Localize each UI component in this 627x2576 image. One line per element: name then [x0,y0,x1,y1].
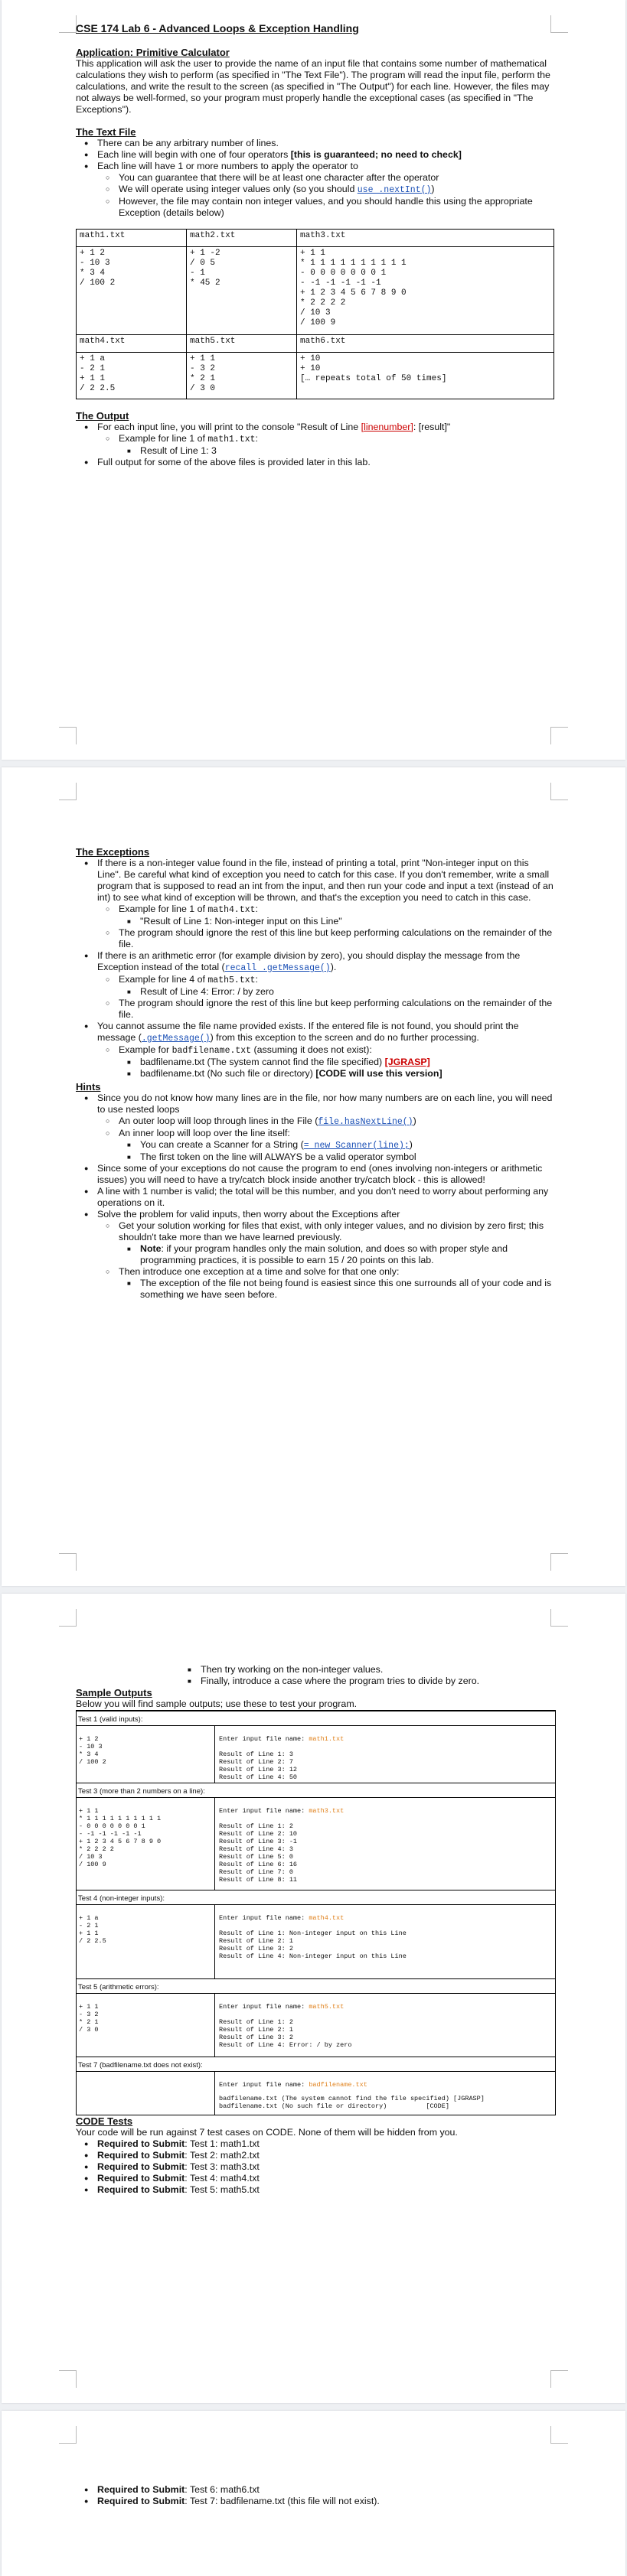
file-name-cell: math2.txt [187,230,297,247]
margin-corner-mark [550,2370,568,2388]
column-divider [214,1798,215,1890]
code-tests-intro: Your code will be run against 7 test cases on CODE. None of them will be hidden from you. [76,2127,458,2138]
test-prompt: Enter input file name: badfilename.txt [219,2081,367,2089]
list-item: ■ You can create a Scanner for a String (= new Scanner(line);) [140,1139,554,1151]
list-item: ● For each input line, you will print to the console "Result of Line [linenumber]: [result]" ○ Example for line 1 of math1.txt: ■ Result of Line 1: 3 [97,422,554,457]
list-item: ■ Result of Line 4: Error: / by zero [140,986,554,998]
test-input: + 1 1 * 1 1 1 1 1 1 1 1 1 1 - 0 0 0 0 0 0 0 1 - -1 -1 -1 -1 -1 + 1 2 3 4 5 6 7 8 9 0 * 2 2 2 2 / 10 3 / 100 9 [79,1807,162,1868]
test-1-block [76,1725,556,1783]
column-divider [214,2072,215,2115]
document-page-1 [2,0,625,760]
list-item: ■ badfilename.txt (The system cannot find the file specified) [JGRASP] [140,1057,554,1068]
sample-outputs-heading: Sample Outputs [76,1687,152,1698]
application-heading: Application: Primitive Calculator [76,47,230,58]
file-name-cell: math3.txt [297,230,554,247]
page-4-content [76,2484,554,2507]
list-item: ● Required to Submit: Test 3: math3.txt [97,2161,554,2173]
code-reference: use .nextInt() [357,185,432,195]
list-item: ○ An outer loop will loop through lines in the File (file.hasNextLine()) [119,1115,554,1128]
test-5-block [76,1993,556,2057]
list-item: ○ Then introduce one exception at a time and solve for that one only: ■ The exception of the file not being found is easiest since this one surrounds all of your code and is something we have seen before. [119,1266,554,1301]
list-item: ● Required to Submit: Test 5: math5.txt [97,2184,554,2196]
text-file-list [76,138,554,219]
list-item: ● Solve the problem for valid inputs, then worry about the Exceptions after ○ Get your solution working for files that exist, with only integer values, and no division by zero first; this shouldn't take more than we have learned previously. ■ Note: if your program handles only the main solution, and does so with proper style and programming practices, it is possible to earn 15 / 20 points on this lab. ○ Then introduce one exception at a time and solve for that one only: ■ The exception of the file not being found is easiest since this one surrounds all of your code and is something we have seen before. [97,1209,554,1301]
required-submissions-list [76,2138,554,2196]
sample-files-table [76,229,554,399]
margin-corner-mark [59,727,77,744]
list-item: ■ The first token on the line will ALWAYS be a valid operator symbol [140,1151,554,1163]
test-7-block [76,2071,556,2115]
list-item: ■ The exception of the file not being found is easiest since this one surrounds all of your code and is something we have seen before. [140,1278,554,1301]
column-divider [214,1905,215,1978]
list-item: ■ Result of Line 1: 3 [140,445,554,457]
hints-heading: Hints [76,1081,101,1093]
list-item: ■ "Result of Line 1: Non-integer input on this Line" [140,916,554,927]
exceptions-heading: The Exceptions [76,846,150,858]
column-divider [214,1726,215,1783]
hints-list [76,1093,554,1301]
list-item: ■ badfilename.txt (No such file or directory) [CODE will use this version] [140,1068,554,1080]
list-item: ● Required to Submit: Test 4: math4.txt [97,2173,554,2184]
test-caption-row: Test 3 (more than 2 numbers on a line): [76,1783,556,1797]
document-page-2 [2,767,625,1586]
test-4-block [76,1904,556,1978]
test-input: + 1 a - 2 1 + 1 1 / 2 2.5 [79,1914,106,1945]
code-reference: recall .getMessage() [224,963,331,973]
file-content-cell: + 1 a - 2 1 + 1 1 / 2 2.5 [77,353,187,399]
column-divider [214,1994,215,2057]
document-title: CSE 174 Lab 6 - Advanced Loops & Exception Handling [76,22,359,34]
list-item: ○ Example for line 4 of math5.txt: ■ Result of Line 4: Error: / by zero [119,974,554,998]
list-item: ■ Then try working on the non-integer values. [201,1664,554,1676]
list-item: ○ We will operate using integer values only (so you should use .nextInt()) [119,184,554,196]
list-item: ○ An inner loop will loop over the line itself: ■ You can create a Scanner for a String (= new Scanner(line);) ■ The first token on the line will ALWAYS be a valid operator symbol [119,1128,554,1163]
test-output: badfilename.txt (The system cannot find the file specified) [JGRASP] badfilename.txt (No such file or directory) [CODE] [219,2095,485,2110]
file-name-cell: math4.txt [77,335,187,353]
margin-corner-mark [550,2426,568,2444]
test-caption-row: Test 1 (valid inputs): [76,1711,556,1725]
list-item: ○ Example for line 1 of math1.txt: ■ Result of Line 1: 3 [119,433,554,457]
list-item: ● Each line will begin with one of four operators [this is guaranteed; no need to check] [97,149,554,161]
margin-corner-mark [59,2370,77,2388]
margin-corner-mark [59,2426,77,2444]
code-tests-heading: CODE Tests [76,2115,133,2127]
list-item: ● Required to Submit: Test 7: badfilename.txt (this file will not exist). [97,2496,554,2507]
list-item: ● A line with 1 number is valid; the total will be this number, and you don't need to worry about performing any operations on it. [97,1186,554,1209]
list-item: ○ The program should ignore the rest of this line but keep performing calculations on the remainder of the file. [119,927,554,950]
list-item: ● Since some of your exceptions do not cause the program to end (ones involving non-integers or arithmetic issues) you will need to have a try/catch block inside another try/catch block - this is allowed! [97,1163,554,1186]
document-page-4 [2,2411,625,2576]
test-prompt: Enter input file name: math5.txt [219,2003,345,2011]
margin-corner-mark [59,783,77,800]
list-item: ● Each line will have 1 or more numbers to apply the operator to ○ You can guarantee that there will be at least one character after the operator ○ We will operate using integer values only (so you should use .nextInt()) ○ However, the file may contain non integer values, and you should handle this using the appropriate Exception (details below) [97,161,554,219]
margin-corner-mark [59,15,77,33]
page-3-content [76,1664,554,2196]
file-name-cell: math5.txt [187,335,297,353]
file-content-cell: + 10 + 10 [… repeats total of 50 times] [297,353,554,399]
code-reference: file.hasNextLine() [318,1117,413,1127]
margin-corner-mark [59,1553,77,1571]
list-item: ● There can be any arbitrary number of lines. [97,138,554,149]
continued-hints-list [76,1664,554,1687]
test-prompt: Enter input file name: math3.txt [219,1807,345,1815]
output-list [76,422,554,468]
margin-corner-mark [550,1553,568,1571]
list-item: ○ Example for line 1 of math4.txt: ■ "Result of Line 1: Non-integer input on this Line" [119,904,554,927]
list-item: ● Required to Submit: Test 6: math6.txt [97,2484,554,2496]
output-heading: The Output [76,410,129,422]
list-item: ● You cannot assume the file name provided exists. If the entered file is not found, you should print the message (.getMessage()) from this exception to the screen and do no further processing. ○ Example for badfilename.txt (assuming it does not exist): ■ badfilename.txt (The system cannot find the file specified) [JGRASP] ■ badfilename.txt (No such file or directory) [CODE will use this version] [97,1021,554,1080]
list-item: ● Since you do not know how many lines are in the file, nor how many numbers are on each line, you will need to use nested loops ○ An outer loop will loop through lines in the File (file.hasNextLine()) ○ An inner loop will loop over the line itself: ■ You can create a Scanner for a String (= new Scanner(line);) ■ The first token on the line will ALWAYS be a valid operator symbol [97,1093,554,1163]
list-item: ■ Note: if your program handles only the main solution, and does so with proper style and programming practices, it is possible to earn 15 / 20 points on this lab. [140,1243,554,1266]
list-item: ■ Finally, introduce a case where the program tries to divide by zero. [201,1676,554,1687]
list-item: ● If there is an arithmetic error (for example division by zero), you should display the message from the Exception instead of the total (recall .getMessage()). ○ Example for line 4 of math5.txt: ■ Result of Line 4: Error: / by zero ○ The program should ignore the rest of this line but keep performing calculations on the remainder of the file. [97,950,554,1021]
test-caption-row: Test 4 (non-integer inputs): [76,1890,556,1904]
sample-outputs-intro: Below you will find sample outputs; use these to test your program. [76,1698,358,1709]
file-name-cell: math6.txt [297,335,554,353]
list-item: ● Required to Submit: Test 1: math1.txt [97,2138,554,2150]
test-output: Result of Line 1: 3 Result of Line 2: 7 Result of Line 3: 12 Result of Line 4: 50 [219,1750,298,1781]
list-item: ○ However, the file may contain non integer values, and you should handle this using the appropriate Exception (details below) [119,196,554,219]
exceptions-list [76,858,554,1080]
required-submissions-list [76,2484,554,2507]
list-item: ● If there is a non-integer value found in the file, instead of printing a total, print "Non-integer input on this Line". Be careful what kind of exception you need to catch for this case. If you don't remember, write a small program that is supposed to read an int from the input, and then run your code and input a text (instead of an int) to see what kind of exception will be thrown, and that's the exception you need to catch in this case. ○ Example for line 1 of math4.txt: ■ "Result of Line 1: Non-integer input on this Line" ○ The program should ignore the rest of this line but keep performing calculations on the remainder of the file. [97,858,554,950]
test-3-block [76,1797,556,1890]
list-item: ● Full output for some of the above files is provided later in this lab. [97,457,554,468]
linenumber-reference: [linenumber] [361,422,413,432]
margin-corner-mark [550,783,568,800]
margin-corner-mark [550,1609,568,1627]
code-reference: .getMessage() [141,1034,211,1044]
list-item: ○ Get your solution working for files that exist, with only integer values, and no division by zero first; this shouldn't take more than we have learned previously. ■ Note: if your program handles only the main solution, and does so with proper style and programming practices, it is possible to earn 15 / 20 points on this lab. [119,1220,554,1266]
test-prompt: Enter input file name: math4.txt [219,1914,345,1922]
test-input: + 1 1 - 3 2 * 2 1 / 3 0 [79,2003,99,2034]
page-1-content [76,23,554,468]
page-2-content [76,846,554,1301]
margin-corner-mark [59,1609,77,1627]
test-output: Result of Line 1: 2 Result of Line 2: 1 Result of Line 3: 2 Result of Line 4: Error: / by zero [219,2018,352,2049]
test-caption-row: Test 5 (arithmetic errors): [76,1978,556,1993]
text-file-heading: The Text File [76,126,136,138]
file-content-cell: + 1 1 * 1 1 1 1 1 1 1 1 1 1 - 0 0 0 0 0 0 0 1 - -1 -1 -1 -1 -1 + 1 2 3 4 5 6 7 8 9 0 * 2 2 2 2 / 10 3 / 100 9 [297,247,554,335]
list-item: ○ You can guarantee that there will be at least one character after the operator [119,172,554,184]
document-page-3 [2,1594,625,2403]
file-name-cell: math1.txt [77,230,187,247]
intro-paragraph: This application will ask the user to provide the name of an input file that contains some number of mathematical calculations they wish to perform (as specified in "The Text File"). The program will read the input file, perform the calculations, and write the result to the screen (as specified in "The Output") for each line. However, the files may not always be well-formed, so your program must properly handle the exceptional cases (as specified in "The Exceptions"). [76,58,550,115]
file-content-cell: + 1 1 - 3 2 * 2 1 / 3 0 [187,353,297,399]
list-item: ○ Example for badfilename.txt (assuming it does not exist): ■ badfilename.txt (The system cannot find the file specified) [JGRASP] ■ badfilename.txt (No such file or directory) [CODE will use this version] [119,1044,554,1080]
test-output: Result of Line 1: Non-integer input on this Line Result of Line 2: 1 Result of Line 3: 2 Result of Line 4: Non-integer input on this Line [219,1930,407,1960]
test-caption-row: Test 7 (badfilename.txt does not exist): [76,2057,556,2071]
margin-corner-mark [550,727,568,744]
test-prompt: Enter input file name: math1.txt [219,1735,345,1743]
file-content-cell: + 1 2 - 10 3 * 3 4 / 100 2 [77,247,187,335]
test-input: + 1 2 - 10 3 * 3 4 / 100 2 [79,1735,106,1766]
code-reference: = new Scanner(line); [303,1141,410,1151]
test-output: Result of Line 1: 2 Result of Line 2: 10 Result of Line 3: -1 Result of Line 4: 3 Result of Line 5: 0 Result of Line 6: 16 Result of Line 7: 0 Result of Line 8: 11 [219,1822,298,1884]
list-item: ● Required to Submit: Test 2: math2.txt [97,2150,554,2161]
list-item: ○ The program should ignore the rest of this line but keep performing calculations on the remainder of the file. [119,998,554,1021]
file-content-cell: + 1 -2 / 0 5 - 1 * 45 2 [187,247,297,335]
